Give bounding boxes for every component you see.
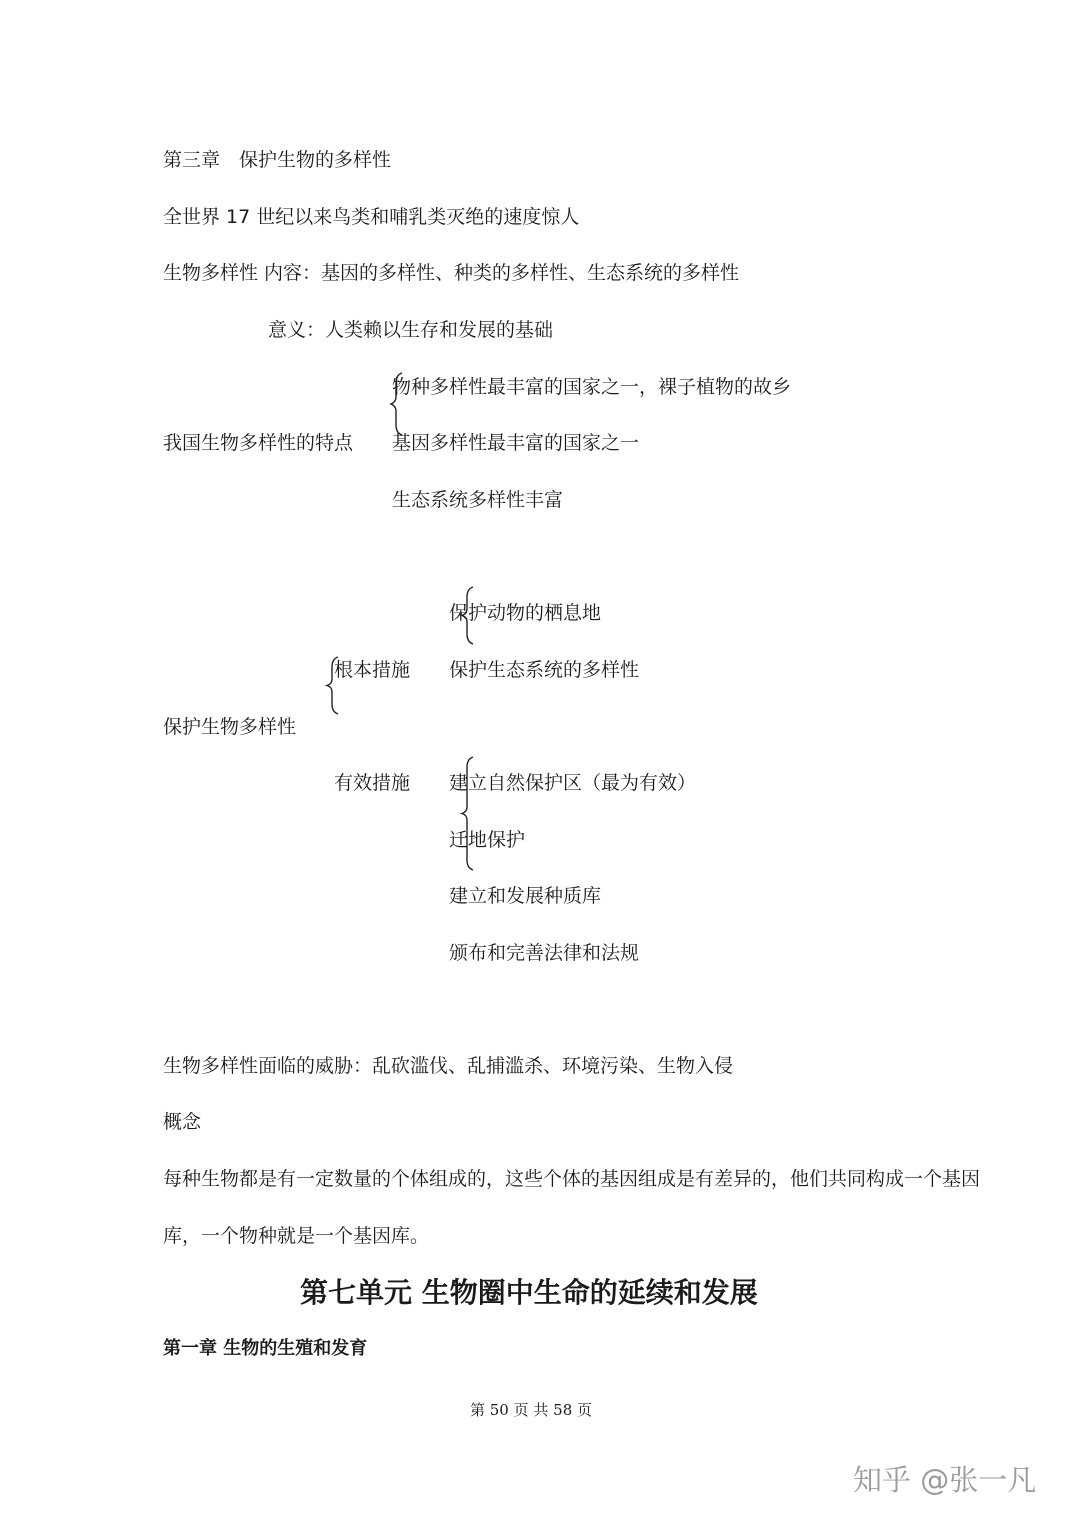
unit-title: 第七单元 生物圈中生命的延续和发展: [300, 1276, 758, 1309]
list-item: 建立自然保护区（最为有效）: [449, 772, 697, 794]
chapter-title: 第一章 生物的生殖和发育: [163, 1338, 368, 1359]
paragraph: 库，一个物种就是一个基因库。: [163, 1225, 430, 1247]
label: 有效措施: [334, 772, 411, 794]
label: 根本措施: [334, 659, 411, 681]
list-item: 迁地保护: [449, 829, 526, 851]
label: 我国生物多样性的特点: [163, 432, 354, 454]
label: 保护生物多样性: [163, 716, 297, 738]
list-item: 物种多样性最丰富的国家之一，裸子植物的故乡: [392, 376, 792, 398]
chapter-title: 第三章 保护生物的多样性: [163, 149, 392, 171]
list-item: 颁布和完善法律和法规: [449, 942, 640, 964]
paragraph: 生物多样性面临的威胁：乱砍滥伐、乱捕滥杀、环境污染、生物入侵: [163, 1055, 734, 1077]
label: 概念: [163, 1111, 202, 1133]
paragraph: 意义：人类赖以生存和发展的基础: [268, 319, 554, 341]
paragraph: 全世界 17 世纪以来鸟类和哺乳类灭绝的速度惊人: [163, 206, 580, 228]
watermark: 知乎 @张一凡: [853, 1463, 1037, 1497]
paragraph: 生物多样性 内容：基因的多样性、种类的多样性、生态系统的多样性: [163, 262, 740, 284]
brace-icon: [326, 657, 340, 714]
list-item: 保护动物的栖息地: [449, 602, 602, 624]
list-item: 保护生态系统的多样性: [449, 659, 640, 681]
paragraph: 每种生物都是有一定数量的个体组成的，这些个体的基因组成是有差异的，他们共同构成一个基因: [163, 1168, 981, 1190]
page-number: 第 50 页 共 58 页: [470, 1401, 593, 1419]
list-item: 生态系统多样性丰富: [392, 489, 564, 511]
list-item: 基因多样性最丰富的国家之一: [392, 432, 640, 454]
list-item: 建立和发展种质库: [449, 885, 602, 907]
